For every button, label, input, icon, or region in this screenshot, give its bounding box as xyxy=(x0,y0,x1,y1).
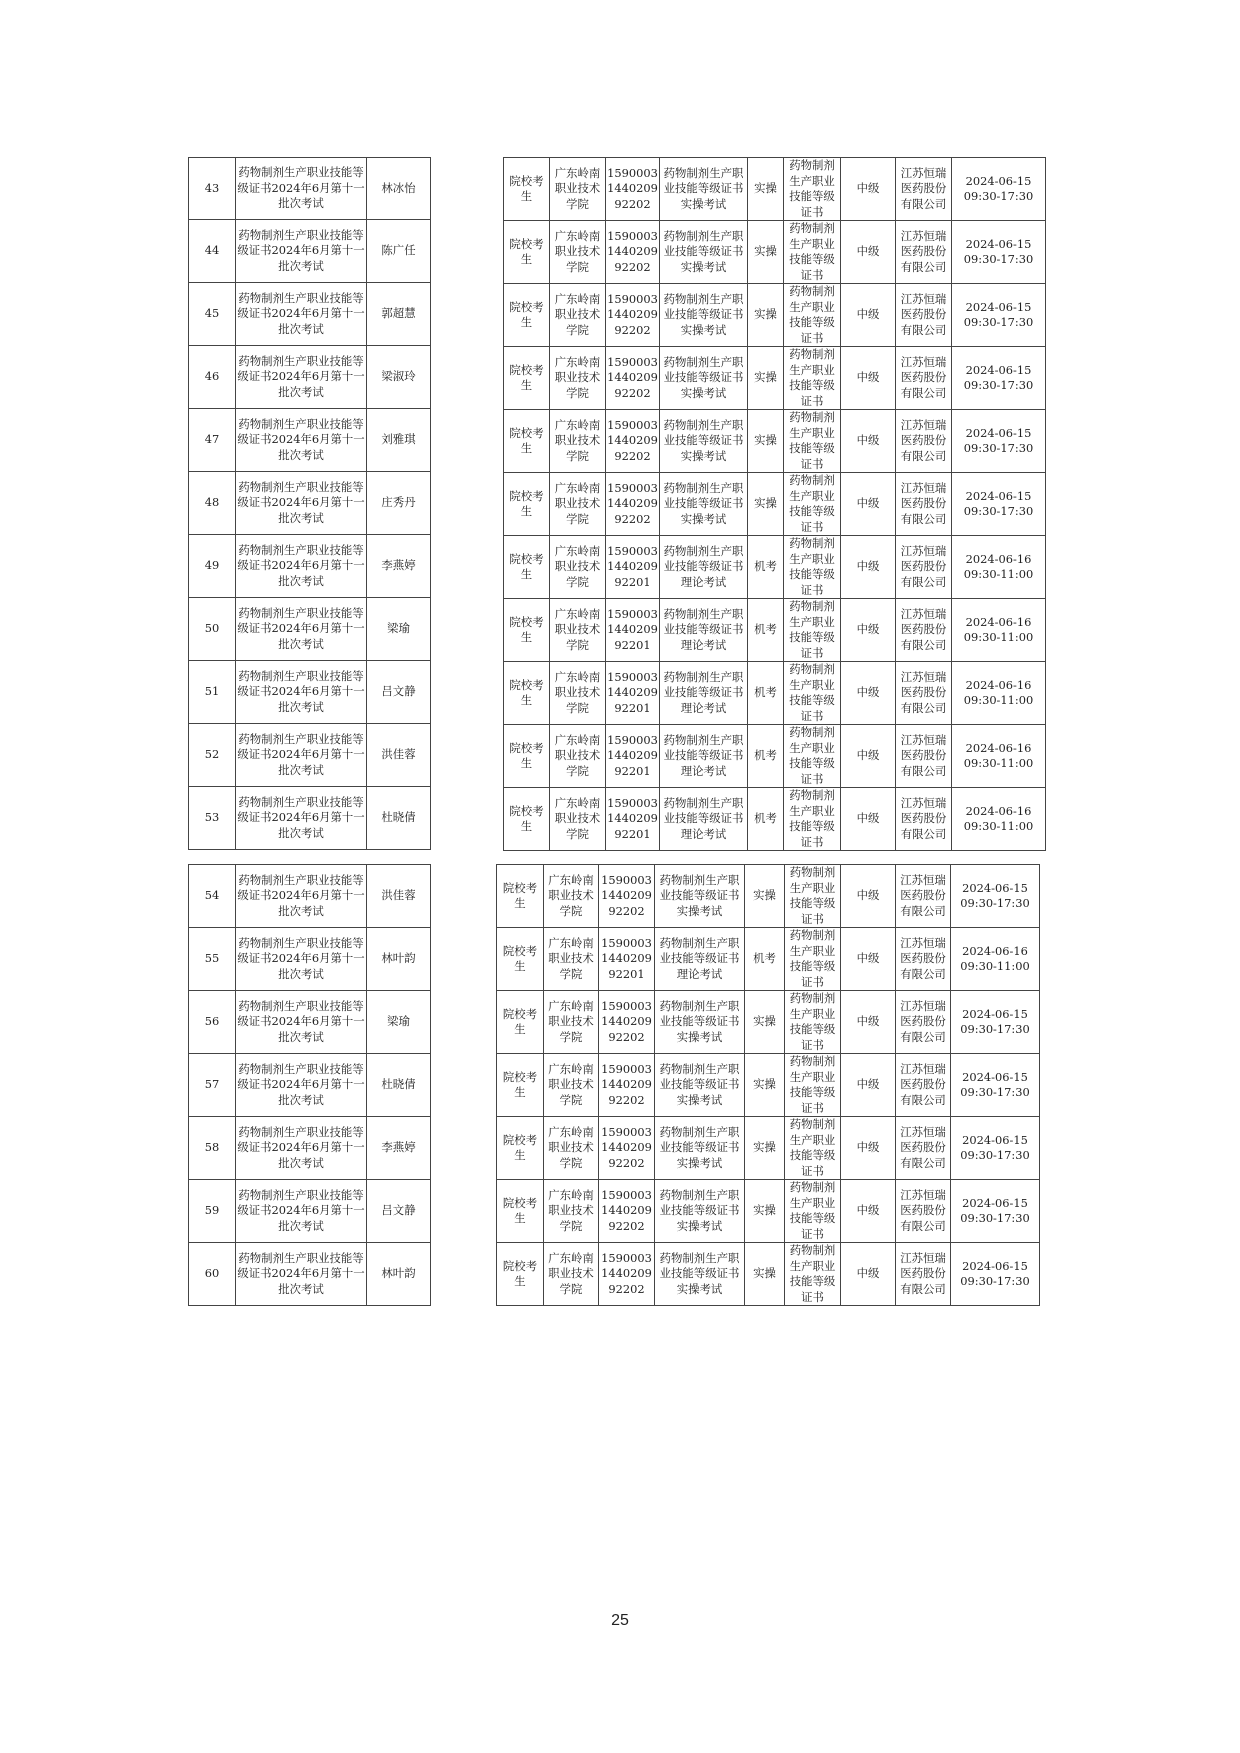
exam-mode: 实操 xyxy=(745,1180,785,1243)
exam-mode: 机考 xyxy=(748,599,784,662)
evaluation-organization: 江苏恒瑞医药股份有限公司 xyxy=(896,536,952,599)
candidate-type: 院校考生 xyxy=(504,221,550,284)
exam-datetime xyxy=(952,725,1046,788)
evaluation-organization: 江苏恒瑞医药股份有限公司 xyxy=(896,221,952,284)
certificate-name: 药物制剂生产职业技能等级证书 xyxy=(784,158,841,221)
exam-datetime-part-1: 2024-06-15 xyxy=(962,1069,1028,1084)
exam-batch: 药物制剂生产职业技能等级证书2024年6月第十一批次考试 xyxy=(236,283,367,346)
evaluation-organization: 江苏恒瑞医药股份有限公司 xyxy=(896,991,951,1054)
candidate-name: 庄秀丹 xyxy=(367,472,431,535)
school-name: 广东岭南职业技术学院 xyxy=(550,599,606,662)
table-row xyxy=(504,158,1046,221)
row-number: 55 xyxy=(189,928,236,991)
exam-code: 1590003144020992202 xyxy=(599,991,655,1054)
exam-datetime-part-2: 09:30-17:30 xyxy=(960,1274,1030,1288)
row-number: 57 xyxy=(189,1054,236,1117)
exam-datetime xyxy=(951,1054,1040,1117)
certificate-name: 药物制剂生产职业技能等级证书 xyxy=(785,1054,841,1117)
evaluation-organization: 江苏恒瑞医药股份有限公司 xyxy=(896,1180,951,1243)
candidate-name: 林叶韵 xyxy=(367,928,431,991)
exam-subject: 药物制剂生产职业技能等级证书理论考试 xyxy=(660,725,748,788)
exam-batch: 药物制剂生产职业技能等级证书2024年6月第十一批次考试 xyxy=(236,787,367,850)
evaluation-organization: 江苏恒瑞医药股份有限公司 xyxy=(896,788,952,851)
exam-datetime xyxy=(952,347,1046,410)
row-number: 45 xyxy=(189,283,236,346)
exam-datetime xyxy=(951,1117,1040,1180)
certificate-level: 中级 xyxy=(841,788,896,851)
evaluation-organization: 江苏恒瑞医药股份有限公司 xyxy=(896,865,951,928)
candidate-name: 梁瑜 xyxy=(367,991,431,1054)
candidate-name: 刘雅琪 xyxy=(367,409,431,472)
evaluation-organization: 江苏恒瑞医药股份有限公司 xyxy=(896,1243,951,1306)
exam-datetime xyxy=(952,158,1046,221)
school-name: 广东岭南职业技术学院 xyxy=(550,473,606,536)
table-row xyxy=(189,1180,431,1243)
page-number: 25 xyxy=(611,1612,629,1629)
certificate-name: 药物制剂生产职业技能等级证书 xyxy=(784,662,841,725)
exam-table-block-2-right xyxy=(496,864,1040,1306)
exam-code: 1590003144020992202 xyxy=(606,347,660,410)
row-number: 60 xyxy=(189,1243,236,1306)
exam-datetime-part-1: 2024-06-16 xyxy=(965,740,1032,755)
exam-datetime-part-2: 09:30-17:30 xyxy=(960,1085,1030,1099)
evaluation-organization: 江苏恒瑞医药股份有限公司 xyxy=(896,928,951,991)
certificate-name: 药物制剂生产职业技能等级证书 xyxy=(784,284,841,347)
candidate-name: 郭超慧 xyxy=(367,283,431,346)
school-name: 广东岭南职业技术学院 xyxy=(544,1243,599,1306)
evaluation-organization: 江苏恒瑞医药股份有限公司 xyxy=(896,599,952,662)
exam-mode: 实操 xyxy=(748,158,784,221)
candidate-type: 院校考生 xyxy=(504,410,550,473)
candidate-type: 院校考生 xyxy=(504,599,550,662)
exam-code: 1590003144020992202 xyxy=(599,1117,655,1180)
exam-mode: 机考 xyxy=(748,662,784,725)
certificate-level: 中级 xyxy=(841,1243,896,1306)
exam-datetime-part-1: 2024-06-15 xyxy=(962,1258,1028,1273)
candidate-type: 院校考生 xyxy=(504,158,550,221)
evaluation-organization: 江苏恒瑞医药股份有限公司 xyxy=(896,1117,951,1180)
exam-batch: 药物制剂生产职业技能等级证书2024年6月第十一批次考试 xyxy=(236,346,367,409)
row-number: 54 xyxy=(189,865,236,928)
certificate-level: 中级 xyxy=(841,725,896,788)
certificate-level: 中级 xyxy=(841,1117,896,1180)
row-number: 48 xyxy=(189,472,236,535)
table-row xyxy=(189,724,431,787)
table-row xyxy=(189,220,431,283)
table-row xyxy=(504,221,1046,284)
certificate-level: 中级 xyxy=(841,1180,896,1243)
candidate-type: 院校考生 xyxy=(497,991,544,1054)
school-name: 广东岭南职业技术学院 xyxy=(550,347,606,410)
exam-datetime-part-2: 09:30-11:00 xyxy=(963,567,1034,581)
certificate-level: 中级 xyxy=(841,347,896,410)
exam-subject: 药物制剂生产职业技能等级证书实操考试 xyxy=(660,347,748,410)
table-row xyxy=(497,865,1040,928)
exam-datetime xyxy=(951,928,1040,991)
exam-datetime xyxy=(952,599,1046,662)
exam-batch: 药物制剂生产职业技能等级证书2024年6月第十一批次考试 xyxy=(236,865,367,928)
exam-batch: 药物制剂生产职业技能等级证书2024年6月第十一批次考试 xyxy=(236,1117,367,1180)
exam-code: 1590003144020992201 xyxy=(606,536,660,599)
exam-code: 1590003144020992201 xyxy=(606,725,660,788)
school-name: 广东岭南职业技术学院 xyxy=(550,662,606,725)
table-row xyxy=(497,928,1040,991)
candidate-name: 杜晓倩 xyxy=(367,1054,431,1117)
candidate-type: 院校考生 xyxy=(504,473,550,536)
certificate-level: 中级 xyxy=(841,536,896,599)
table-row xyxy=(189,991,431,1054)
row-number: 58 xyxy=(189,1117,236,1180)
exam-datetime-part-1: 2024-06-15 xyxy=(965,488,1032,503)
candidate-type: 院校考生 xyxy=(497,1117,544,1180)
exam-mode: 实操 xyxy=(748,221,784,284)
exam-datetime xyxy=(952,473,1046,536)
exam-datetime xyxy=(952,221,1046,284)
certificate-name: 药物制剂生产职业技能等级证书 xyxy=(784,599,841,662)
table-row xyxy=(189,865,431,928)
candidate-type: 院校考生 xyxy=(497,928,544,991)
exam-subject: 药物制剂生产职业技能等级证书理论考试 xyxy=(655,928,745,991)
table-row xyxy=(189,598,431,661)
table-row xyxy=(504,410,1046,473)
exam-code: 1590003144020992202 xyxy=(606,473,660,536)
candidate-type: 院校考生 xyxy=(497,1243,544,1306)
row-number: 43 xyxy=(189,158,236,220)
exam-batch: 药物制剂生产职业技能等级证书2024年6月第十一批次考试 xyxy=(236,220,367,283)
school-name: 广东岭南职业技术学院 xyxy=(544,1117,599,1180)
exam-datetime xyxy=(951,865,1040,928)
exam-mode: 机考 xyxy=(745,928,785,991)
exam-datetime-part-1: 2024-06-16 xyxy=(965,614,1032,629)
exam-subject: 药物制剂生产职业技能等级证书理论考试 xyxy=(660,536,748,599)
exam-mode: 实操 xyxy=(745,1054,785,1117)
certificate-name: 药物制剂生产职业技能等级证书 xyxy=(784,347,841,410)
certificate-name: 药物制剂生产职业技能等级证书 xyxy=(784,788,841,851)
row-number: 52 xyxy=(189,724,236,787)
school-name: 广东岭南职业技术学院 xyxy=(544,928,599,991)
school-name: 广东岭南职业技术学院 xyxy=(550,788,606,851)
exam-datetime-part-2: 09:30-11:00 xyxy=(963,693,1034,707)
exam-code: 1590003144020992201 xyxy=(606,599,660,662)
exam-batch: 药物制剂生产职业技能等级证书2024年6月第十一批次考试 xyxy=(236,724,367,787)
certificate-name: 药物制剂生产职业技能等级证书 xyxy=(784,536,841,599)
exam-datetime-part-1: 2024-06-15 xyxy=(965,362,1032,377)
exam-datetime-part-2: 09:30-11:00 xyxy=(960,959,1030,973)
table-row xyxy=(189,1054,431,1117)
exam-subject: 药物制剂生产职业技能等级证书实操考试 xyxy=(655,1117,745,1180)
exam-subject: 药物制剂生产职业技能等级证书实操考试 xyxy=(655,1243,745,1306)
table-row xyxy=(189,535,431,598)
certificate-name: 药物制剂生产职业技能等级证书 xyxy=(784,410,841,473)
certificate-level: 中级 xyxy=(841,410,896,473)
exam-datetime xyxy=(951,1180,1040,1243)
exam-datetime-part-2: 09:30-17:30 xyxy=(963,378,1034,392)
candidate-type: 院校考生 xyxy=(504,788,550,851)
exam-subject: 药物制剂生产职业技能等级证书实操考试 xyxy=(660,410,748,473)
exam-batch: 药物制剂生产职业技能等级证书2024年6月第十一批次考试 xyxy=(236,661,367,724)
certificate-name: 药物制剂生产职业技能等级证书 xyxy=(785,1180,841,1243)
exam-datetime-part-1: 2024-06-15 xyxy=(965,236,1032,251)
candidate-name: 梁瑜 xyxy=(367,598,431,661)
exam-mode: 机考 xyxy=(748,536,784,599)
candidate-name: 林冰怡 xyxy=(367,158,431,220)
exam-datetime xyxy=(952,284,1046,347)
certificate-level: 中级 xyxy=(841,865,896,928)
exam-code: 1590003144020992202 xyxy=(606,410,660,473)
certificate-level: 中级 xyxy=(841,1054,896,1117)
row-number: 49 xyxy=(189,535,236,598)
candidate-name: 李燕婷 xyxy=(367,535,431,598)
exam-datetime-part-2: 09:30-17:30 xyxy=(960,1022,1030,1036)
exam-datetime-part-2: 09:30-17:30 xyxy=(963,189,1034,203)
school-name: 广东岭南职业技术学院 xyxy=(544,865,599,928)
exam-datetime-part-1: 2024-06-15 xyxy=(962,1195,1028,1210)
exam-table-block-1-right xyxy=(503,157,1046,851)
certificate-name: 药物制剂生产职业技能等级证书 xyxy=(784,725,841,788)
exam-datetime-part-1: 2024-06-15 xyxy=(962,1132,1028,1147)
table-row xyxy=(504,284,1046,347)
certificate-name: 药物制剂生产职业技能等级证书 xyxy=(785,1117,841,1180)
table-row xyxy=(189,409,431,472)
table-row xyxy=(497,1117,1040,1180)
exam-subject: 药物制剂生产职业技能等级证书实操考试 xyxy=(660,221,748,284)
exam-subject: 药物制剂生产职业技能等级证书实操考试 xyxy=(660,158,748,221)
candidate-name: 吕文静 xyxy=(367,661,431,724)
table-row xyxy=(497,1054,1040,1117)
certificate-level: 中级 xyxy=(841,599,896,662)
table-row xyxy=(504,788,1046,851)
exam-datetime-part-1: 2024-06-16 xyxy=(965,551,1032,566)
candidate-type: 院校考生 xyxy=(504,347,550,410)
exam-datetime-part-1: 2024-06-16 xyxy=(962,943,1028,958)
exam-datetime-part-2: 09:30-11:00 xyxy=(963,819,1034,833)
candidate-name: 吕文静 xyxy=(367,1180,431,1243)
school-name: 广东岭南职业技术学院 xyxy=(544,1054,599,1117)
certificate-name: 药物制剂生产职业技能等级证书 xyxy=(784,473,841,536)
exam-datetime-part-1: 2024-06-15 xyxy=(962,880,1028,895)
row-number: 53 xyxy=(189,787,236,850)
school-name: 广东岭南职业技术学院 xyxy=(544,991,599,1054)
exam-batch: 药物制剂生产职业技能等级证书2024年6月第十一批次考试 xyxy=(236,1054,367,1117)
school-name: 广东岭南职业技术学院 xyxy=(550,284,606,347)
exam-code: 1590003144020992201 xyxy=(599,928,655,991)
exam-subject: 药物制剂生产职业技能等级证书理论考试 xyxy=(660,662,748,725)
certificate-level: 中级 xyxy=(841,991,896,1054)
exam-subject: 药物制剂生产职业技能等级证书实操考试 xyxy=(655,1180,745,1243)
exam-batch: 药物制剂生产职业技能等级证书2024年6月第十一批次考试 xyxy=(236,991,367,1054)
row-number: 46 xyxy=(189,346,236,409)
certificate-level: 中级 xyxy=(841,284,896,347)
exam-datetime-part-1: 2024-06-15 xyxy=(965,173,1032,188)
exam-datetime-part-2: 09:30-11:00 xyxy=(963,756,1034,770)
school-name: 广东岭南职业技术学院 xyxy=(550,536,606,599)
exam-mode: 机考 xyxy=(748,788,784,851)
candidate-name: 梁淑玲 xyxy=(367,346,431,409)
certificate-level: 中级 xyxy=(841,158,896,221)
row-number: 50 xyxy=(189,598,236,661)
exam-subject: 药物制剂生产职业技能等级证书实操考试 xyxy=(655,991,745,1054)
exam-datetime-part-2: 09:30-17:30 xyxy=(960,896,1030,910)
table-row xyxy=(504,347,1046,410)
evaluation-organization: 江苏恒瑞医药股份有限公司 xyxy=(896,473,952,536)
school-name: 广东岭南职业技术学院 xyxy=(550,725,606,788)
exam-mode: 实操 xyxy=(745,1117,785,1180)
candidate-type: 院校考生 xyxy=(504,725,550,788)
candidate-type: 院校考生 xyxy=(504,662,550,725)
exam-mode: 实操 xyxy=(748,284,784,347)
table-row xyxy=(497,1243,1040,1306)
candidate-name: 杜晓倩 xyxy=(367,787,431,850)
table-row xyxy=(504,599,1046,662)
table-row xyxy=(189,346,431,409)
exam-code: 1590003144020992202 xyxy=(599,1243,655,1306)
certificate-name: 药物制剂生产职业技能等级证书 xyxy=(785,865,841,928)
school-name: 广东岭南职业技术学院 xyxy=(550,221,606,284)
candidate-name: 李燕婷 xyxy=(367,1117,431,1180)
exam-code: 1590003144020992202 xyxy=(599,1180,655,1243)
table-row xyxy=(504,473,1046,536)
exam-code: 1590003144020992202 xyxy=(599,1054,655,1117)
exam-datetime-part-2: 09:30-17:30 xyxy=(963,252,1034,266)
evaluation-organization: 江苏恒瑞医药股份有限公司 xyxy=(896,158,952,221)
exam-datetime-part-2: 09:30-11:00 xyxy=(963,630,1034,644)
certificate-level: 中级 xyxy=(841,473,896,536)
table-row xyxy=(504,536,1046,599)
row-number: 56 xyxy=(189,991,236,1054)
table-row xyxy=(189,158,431,220)
table-row xyxy=(189,472,431,535)
exam-subject: 药物制剂生产职业技能等级证书实操考试 xyxy=(655,1054,745,1117)
exam-mode: 实操 xyxy=(748,410,784,473)
exam-batch: 药物制剂生产职业技能等级证书2024年6月第十一批次考试 xyxy=(236,1243,367,1306)
exam-batch: 药物制剂生产职业技能等级证书2024年6月第十一批次考试 xyxy=(236,409,367,472)
row-number: 44 xyxy=(189,220,236,283)
row-number: 59 xyxy=(189,1180,236,1243)
exam-mode: 实操 xyxy=(748,347,784,410)
certificate-name: 药物制剂生产职业技能等级证书 xyxy=(784,221,841,284)
table-row xyxy=(189,283,431,346)
evaluation-organization: 江苏恒瑞医药股份有限公司 xyxy=(896,725,952,788)
exam-datetime xyxy=(952,536,1046,599)
exam-code: 1590003144020992201 xyxy=(606,662,660,725)
candidate-type: 院校考生 xyxy=(497,1180,544,1243)
certificate-level: 中级 xyxy=(841,928,896,991)
exam-batch: 药物制剂生产职业技能等级证书2024年6月第十一批次考试 xyxy=(236,158,367,220)
exam-mode: 实操 xyxy=(745,1243,785,1306)
table-row xyxy=(504,725,1046,788)
certificate-name: 药物制剂生产职业技能等级证书 xyxy=(785,991,841,1054)
exam-code: 1590003144020992201 xyxy=(606,788,660,851)
candidate-type: 院校考生 xyxy=(497,865,544,928)
certificate-level: 中级 xyxy=(841,662,896,725)
exam-datetime-part-2: 09:30-17:30 xyxy=(963,315,1034,329)
candidate-type: 院校考生 xyxy=(504,284,550,347)
school-name: 广东岭南职业技术学院 xyxy=(544,1180,599,1243)
row-number: 51 xyxy=(189,661,236,724)
candidate-name: 陈广任 xyxy=(367,220,431,283)
exam-datetime-part-2: 09:30-17:30 xyxy=(963,441,1034,455)
exam-code: 1590003144020992202 xyxy=(606,158,660,221)
table-row xyxy=(189,1117,431,1180)
exam-datetime-part-1: 2024-06-16 xyxy=(965,677,1032,692)
exam-datetime xyxy=(951,991,1040,1054)
exam-datetime-part-1: 2024-06-15 xyxy=(965,425,1032,440)
candidate-type: 院校考生 xyxy=(504,536,550,599)
candidate-name: 林叶韵 xyxy=(367,1243,431,1306)
evaluation-organization: 江苏恒瑞医药股份有限公司 xyxy=(896,662,952,725)
exam-mode: 实操 xyxy=(745,991,785,1054)
evaluation-organization: 江苏恒瑞医药股份有限公司 xyxy=(896,347,952,410)
exam-subject: 药物制剂生产职业技能等级证书实操考试 xyxy=(660,473,748,536)
exam-datetime-part-1: 2024-06-15 xyxy=(962,1006,1028,1021)
exam-datetime xyxy=(952,788,1046,851)
certificate-name: 药物制剂生产职业技能等级证书 xyxy=(785,928,841,991)
row-number: 47 xyxy=(189,409,236,472)
exam-table-block-1-left xyxy=(188,157,431,850)
exam-datetime-part-2: 09:30-17:30 xyxy=(963,504,1034,518)
exam-datetime-part-2: 09:30-17:30 xyxy=(960,1211,1030,1225)
exam-batch: 药物制剂生产职业技能等级证书2024年6月第十一批次考试 xyxy=(236,1180,367,1243)
exam-subject: 药物制剂生产职业技能等级证书理论考试 xyxy=(660,599,748,662)
exam-mode: 实操 xyxy=(745,865,785,928)
exam-code: 1590003144020992202 xyxy=(599,865,655,928)
exam-datetime-part-1: 2024-06-16 xyxy=(965,803,1032,818)
table-row xyxy=(504,662,1046,725)
exam-batch: 药物制剂生产职业技能等级证书2024年6月第十一批次考试 xyxy=(236,535,367,598)
evaluation-organization: 江苏恒瑞医药股份有限公司 xyxy=(896,284,952,347)
evaluation-organization: 江苏恒瑞医药股份有限公司 xyxy=(896,1054,951,1117)
table-row xyxy=(189,1243,431,1306)
school-name: 广东岭南职业技术学院 xyxy=(550,410,606,473)
exam-subject: 药物制剂生产职业技能等级证书理论考试 xyxy=(660,788,748,851)
certificate-name: 药物制剂生产职业技能等级证书 xyxy=(785,1243,841,1306)
candidate-name: 洪佳蓉 xyxy=(367,724,431,787)
exam-code: 1590003144020992202 xyxy=(606,284,660,347)
exam-subject: 药物制剂生产职业技能等级证书实操考试 xyxy=(660,284,748,347)
evaluation-organization: 江苏恒瑞医药股份有限公司 xyxy=(896,410,952,473)
table-row xyxy=(189,787,431,850)
candidate-name: 洪佳蓉 xyxy=(367,865,431,928)
exam-datetime xyxy=(951,1243,1040,1306)
exam-batch: 药物制剂生产职业技能等级证书2024年6月第十一批次考试 xyxy=(236,928,367,991)
table-row xyxy=(189,661,431,724)
table-row xyxy=(497,991,1040,1054)
table-row xyxy=(497,1180,1040,1243)
certificate-level: 中级 xyxy=(841,221,896,284)
exam-datetime-part-1: 2024-06-15 xyxy=(965,299,1032,314)
exam-subject: 药物制剂生产职业技能等级证书实操考试 xyxy=(655,865,745,928)
exam-mode: 实操 xyxy=(748,473,784,536)
exam-batch: 药物制剂生产职业技能等级证书2024年6月第十一批次考试 xyxy=(236,598,367,661)
table-row xyxy=(189,928,431,991)
school-name: 广东岭南职业技术学院 xyxy=(550,158,606,221)
exam-mode: 机考 xyxy=(748,725,784,788)
exam-datetime xyxy=(952,410,1046,473)
exam-datetime-part-2: 09:30-17:30 xyxy=(960,1148,1030,1162)
exam-table-block-2-left xyxy=(188,864,431,1306)
exam-datetime xyxy=(952,662,1046,725)
exam-code: 1590003144020992202 xyxy=(606,221,660,284)
candidate-type: 院校考生 xyxy=(497,1054,544,1117)
exam-batch: 药物制剂生产职业技能等级证书2024年6月第十一批次考试 xyxy=(236,472,367,535)
